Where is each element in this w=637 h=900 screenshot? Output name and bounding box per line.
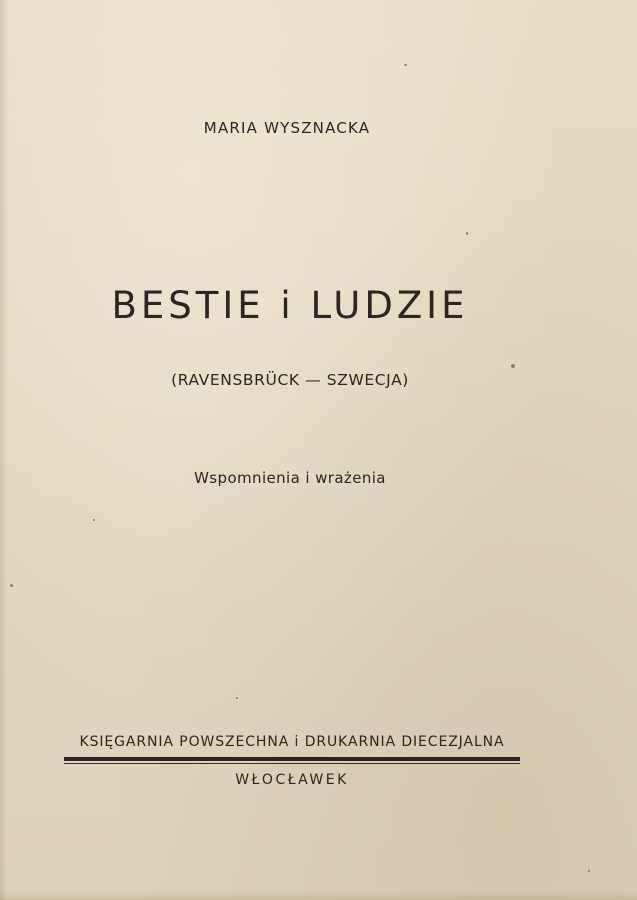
publication-city: WŁOCŁAWEK — [235, 772, 349, 788]
book-subtitle: (RAVENSBRÜCK — SZWECJA) — [171, 371, 409, 389]
publisher-name: KSIĘGARNIA POWSZECHNA i DRUKARNIA DIECEZJALNA — [79, 734, 505, 750]
paper-speck — [588, 870, 590, 872]
paper-speck — [466, 232, 468, 235]
page-edge-shadow-bottom — [0, 890, 637, 900]
author-name: MARIA WYSZNACKA — [203, 119, 371, 137]
publisher-divider-thin — [64, 763, 520, 764]
paper-speck — [93, 519, 95, 521]
paper-speck — [511, 364, 515, 368]
paper-speck — [404, 64, 407, 66]
publisher-divider-thick — [64, 757, 520, 761]
book-description: Wspomnienia i wrażenia — [194, 469, 386, 487]
paper-speck — [236, 697, 238, 699]
paper-speck — [10, 584, 13, 587]
book-title: BESTIE i LUDZIE — [111, 284, 469, 327]
